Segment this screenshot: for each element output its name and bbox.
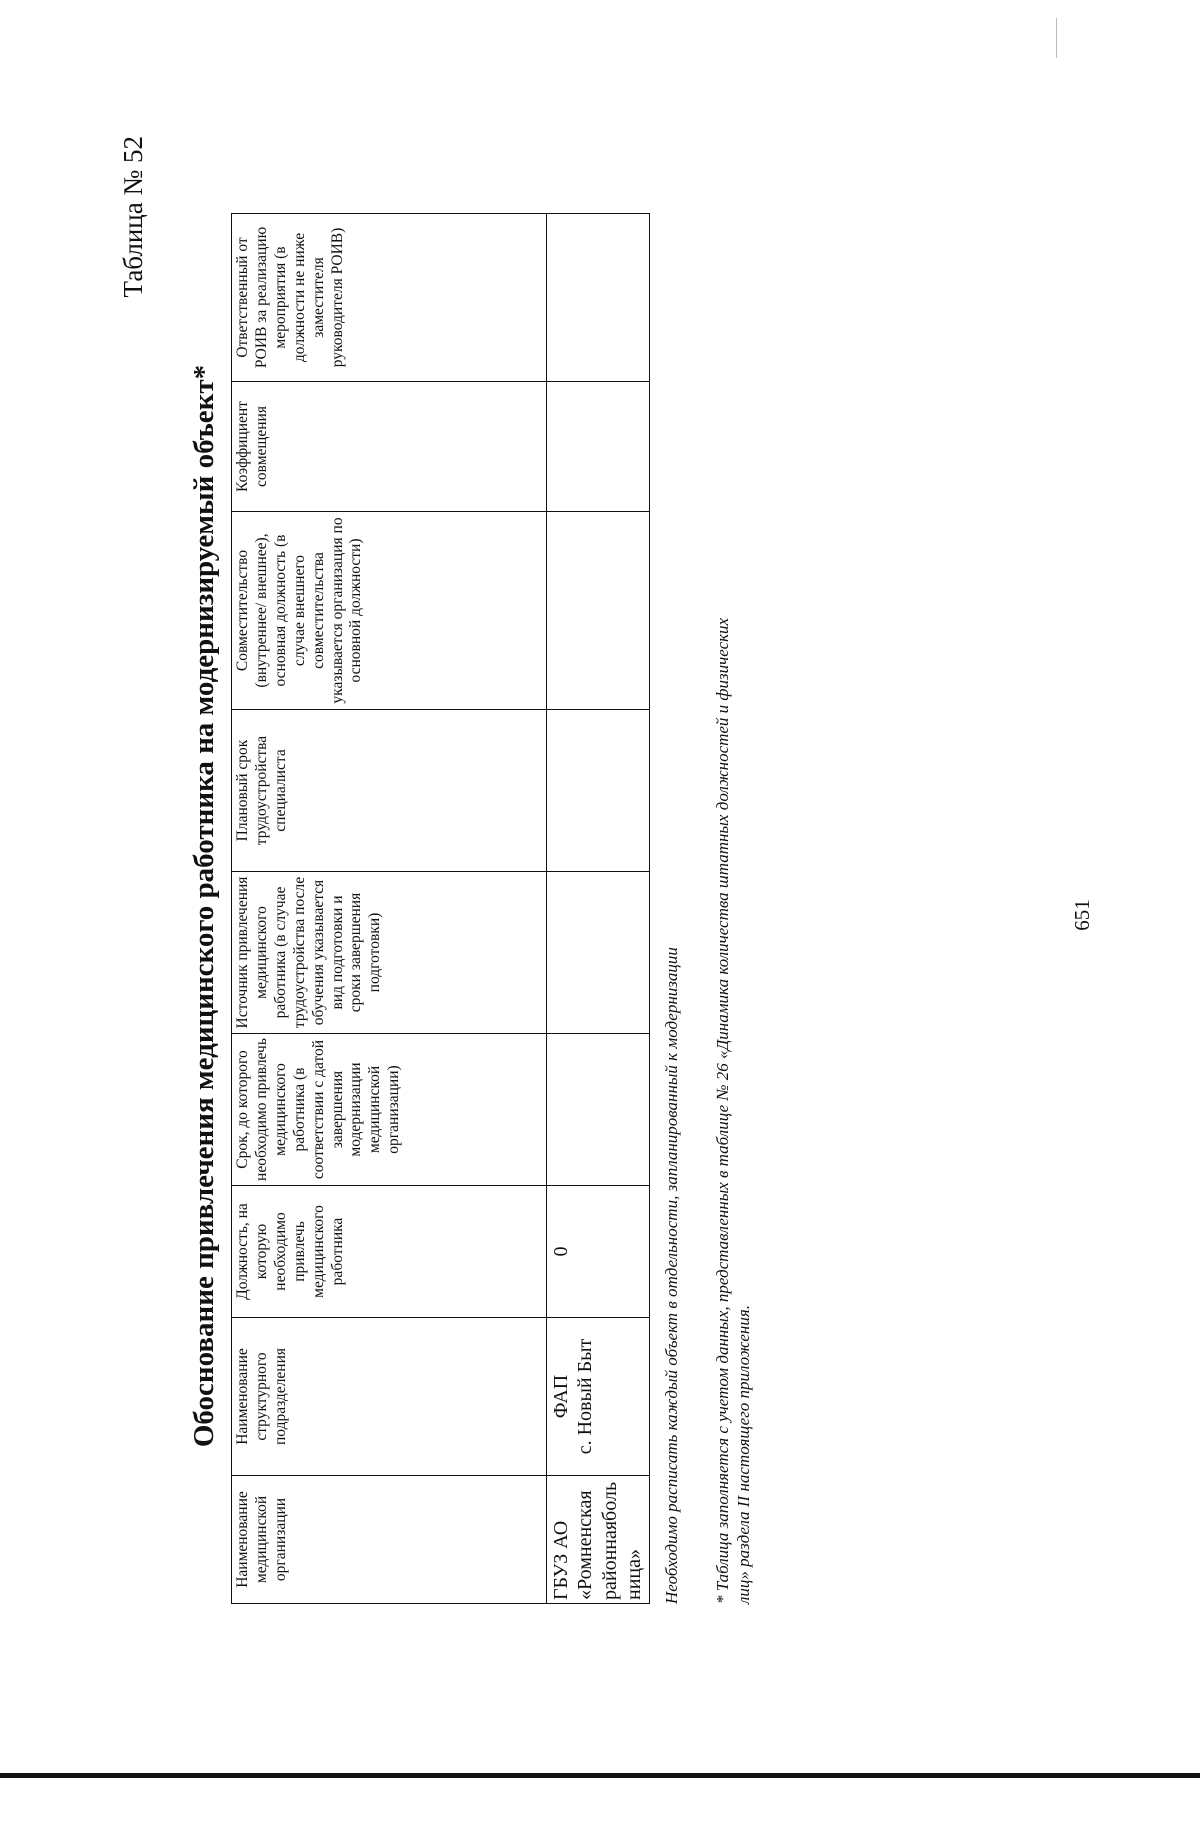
header-responsible: Ответственный от РОИВ за реализацию мероприятия (в должности не ниже заместителя руководителя РОИВ) [232, 214, 547, 382]
page-number: 651 [1070, 899, 1094, 931]
cell-responsible [547, 214, 650, 382]
cell-deadline [547, 1034, 650, 1186]
cell-organization: ГБУЗ АО «Ромненская районнаяболь ница» [547, 1476, 650, 1604]
table-row [547, 214, 650, 1604]
header-position: Должность, на которую необходимо привлечь медицинского работника [232, 1186, 547, 1318]
cell-combination [547, 512, 650, 710]
table-header-row [232, 214, 547, 1604]
note-text: Необходимо расписать каждый объект в отдельности, запланированный к модернизации [662, 947, 681, 1604]
header-planned-date: Плановый срок трудоустройства специалиста [232, 710, 547, 872]
header-source: Источник привлечения медицинского работника (в случае трудоустройства после обучения указывается вид подготовки и сроки завершения подготовки) [232, 872, 547, 1034]
header-division-name: Наименование структурного подразделения [232, 1318, 547, 1476]
cell-source [547, 872, 650, 1034]
header-deadline: Срок, до которого необходимо привлечь медицинского работника (в соответствии с датой завершения модернизации медицинской организации) [232, 1034, 547, 1186]
table-number: Таблица № 52 [118, 136, 148, 298]
cell-division [547, 1318, 650, 1476]
footnote-text: * Таблица заполняется с учетом данных, представленных в таблице № 26 «Динамика количества штатных должностей и физических лиц» раздела II настоящего приложения. [713, 617, 754, 1604]
document-title: Обоснование привлечения медицинского работника на модернизируемый объект* [188, 364, 220, 1448]
cell-planned-date [547, 710, 650, 872]
justification-table [231, 213, 650, 1604]
cell-coefficient [547, 382, 650, 512]
header-combination: Совместительство (внутреннее/ внешнее), основная должность (в случае внешнего совместительства указывается организация по основной должности) [232, 512, 547, 710]
header-org-name: Наименование медицинской организации [232, 1476, 547, 1604]
cell-position: 0 [547, 1186, 650, 1318]
scan-bottom-border [0, 1773, 1200, 1778]
cell-division-text: ФАП с. Новый Быт [550, 1338, 597, 1455]
header-coefficient: Коэффициент совмещения [232, 382, 547, 512]
